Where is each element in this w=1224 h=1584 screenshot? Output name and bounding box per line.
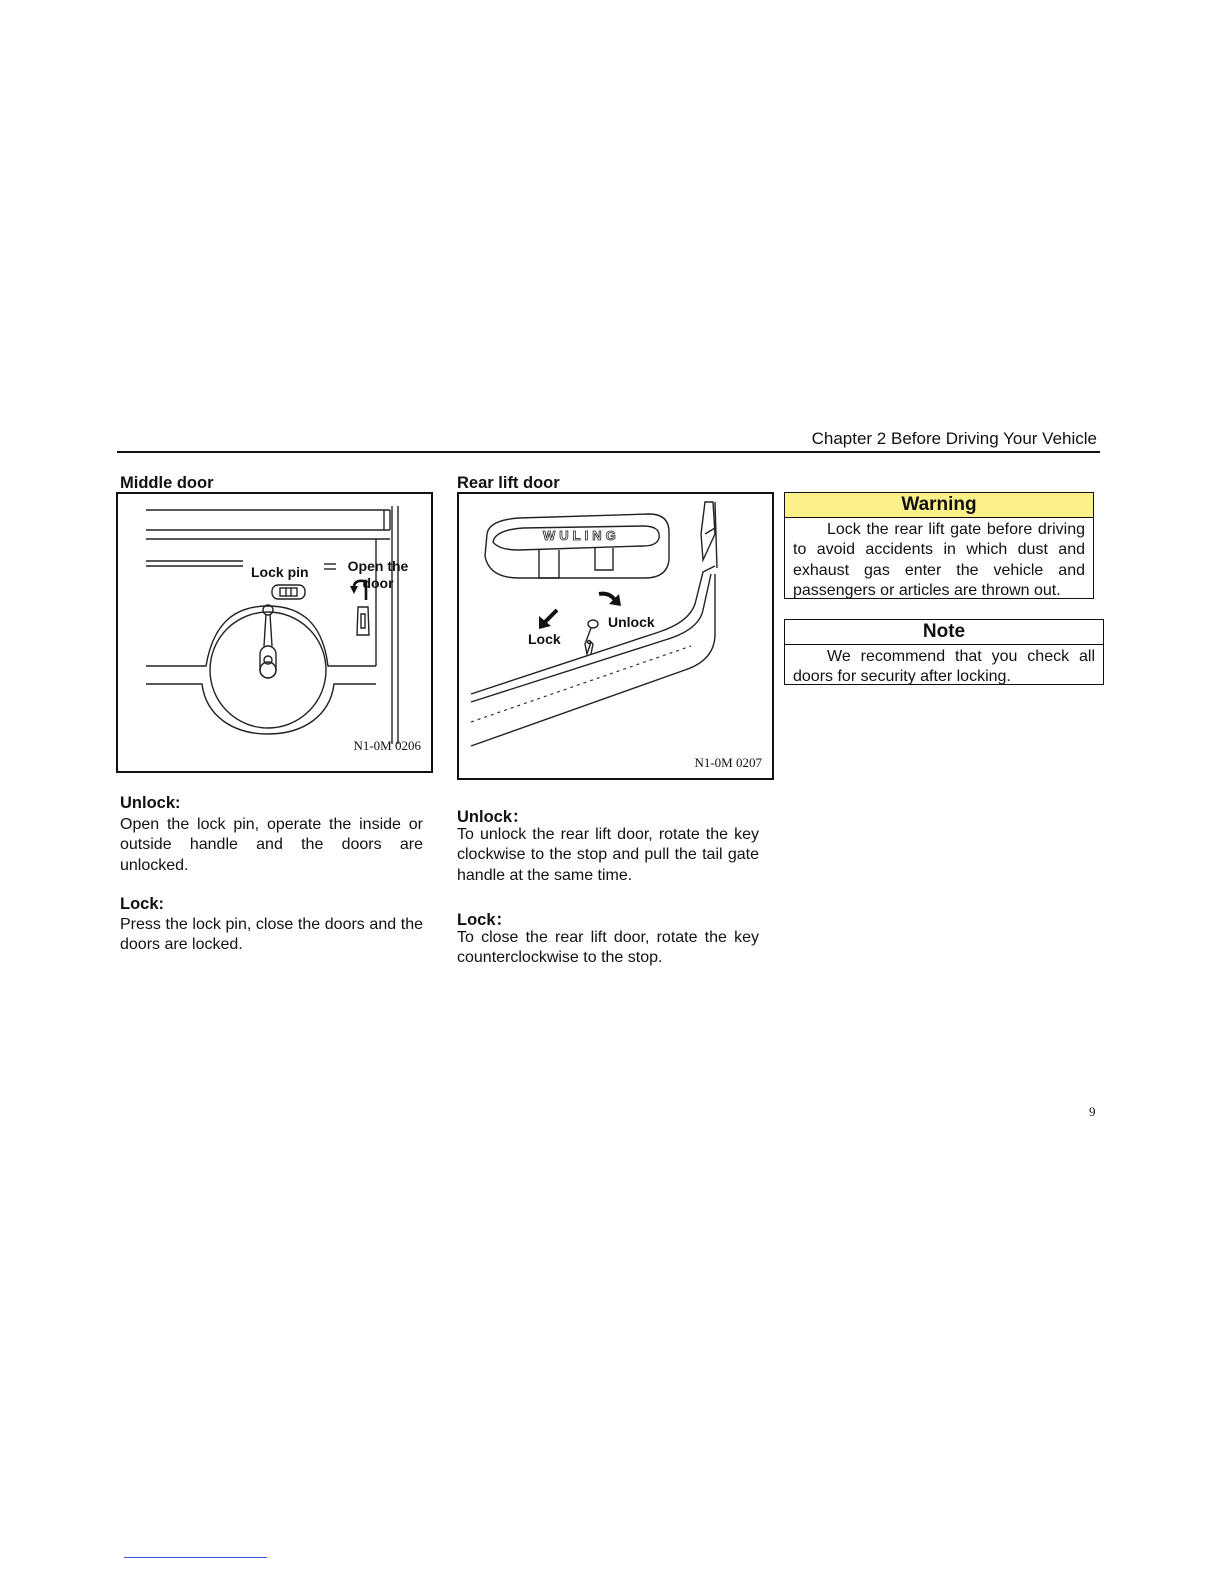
header-rule	[117, 451, 1100, 453]
warning-box	[784, 492, 1094, 599]
note-title: Note	[785, 620, 1103, 645]
footnote-rule	[124, 1557, 267, 1558]
rear-lock-heading: Lock：	[457, 911, 513, 929]
chapter-header: Chapter 2 Before Driving Your Vehicle	[811, 429, 1097, 448]
rear-unlock-heading: Unlock：	[457, 808, 529, 826]
rear-lock-text: To close the rear lift door, rotate the key counterclockwise to the stop.	[457, 929, 759, 967]
figure-code: N1-0M 0207	[694, 755, 762, 770]
rear-lift-door-illustration	[459, 494, 772, 778]
middle-door-illustration	[118, 494, 431, 771]
warning-text: Lock the rear lift gate before driving to avoid accidents in which dust and exhaust gas enter the vehicle and passengers or articles are thrown out.	[793, 521, 1085, 600]
rear-lift-door-figure	[457, 492, 774, 780]
open-door-label-line2: door	[362, 575, 394, 591]
middle-door-title: Middle door	[120, 474, 214, 492]
lock-pin-label: Lock pin	[251, 564, 309, 580]
page-number: 9	[1089, 1104, 1096, 1119]
middle-unlock-text: Open the lock pin, operate the inside or outside handle and the doors are unlocked.	[120, 816, 423, 874]
middle-unlock-heading: Unlock:	[120, 794, 181, 812]
note-text: We recommend that you check all doors for security after locking.	[793, 648, 1095, 686]
middle-lock-text: Press the lock pin, close the doors and the doors are locked.	[120, 916, 423, 954]
middle-lock-heading: Lock:	[120, 895, 165, 913]
figure-code: N1-0M 0206	[353, 738, 421, 753]
middle-door-figure	[116, 492, 433, 773]
warning-title: Warning	[785, 493, 1093, 518]
open-door-label-line1: Open the	[347, 558, 409, 574]
lock-label: Lock	[528, 631, 561, 647]
rear-unlock-text: To unlock the rear lift door, rotate the key clockwise to the stop and pull the tail gate handle at the same time.	[457, 826, 759, 884]
note-box	[784, 619, 1104, 685]
unlock-label: Unlock	[608, 614, 655, 630]
rear-lift-door-title: Rear lift door	[457, 474, 560, 492]
wuling-brand-logo: WULING	[543, 528, 620, 543]
